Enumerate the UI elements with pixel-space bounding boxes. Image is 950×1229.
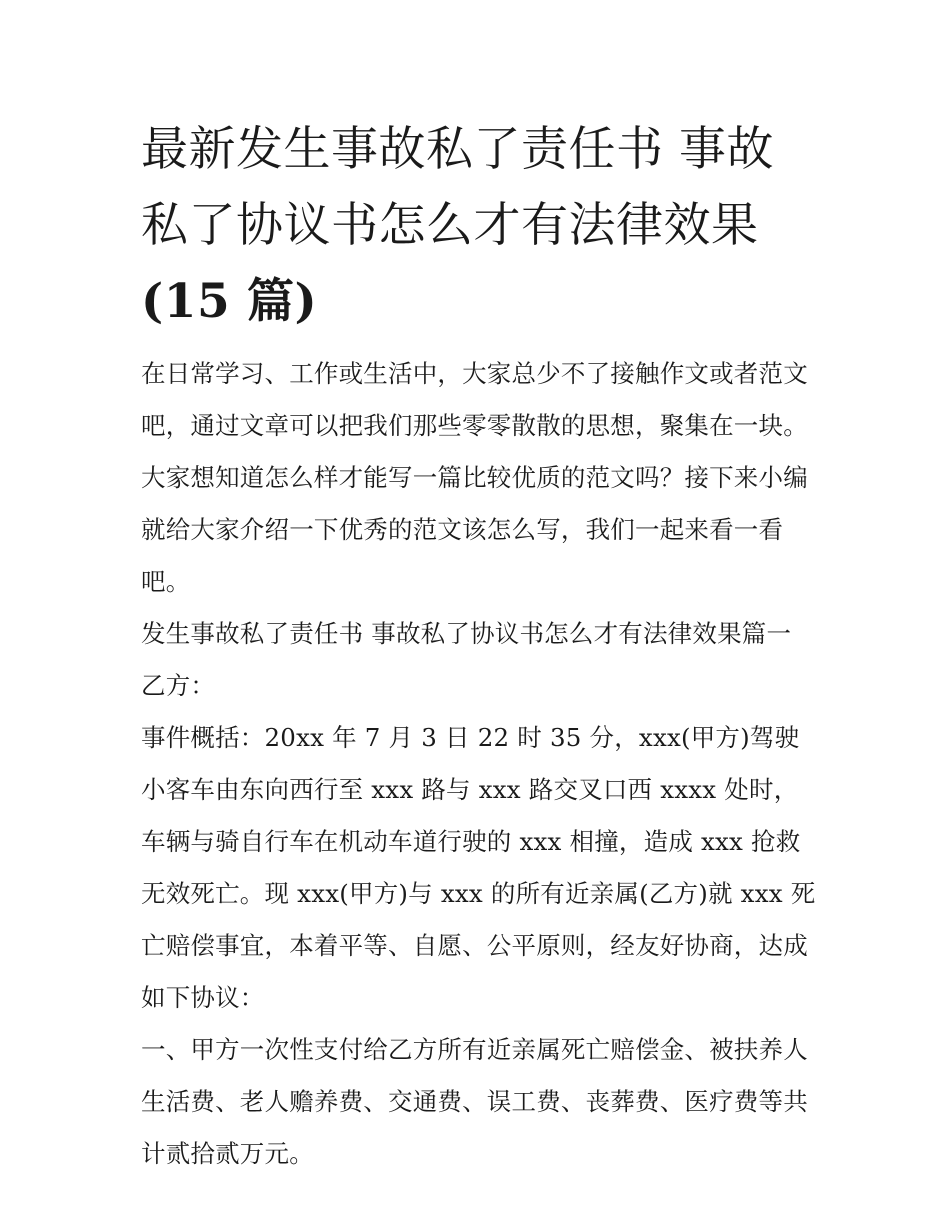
event-summary-paragraph: 事件概括：20xx 年 7 月 3 日 22 时 35 分，xxx(甲方)驾驶小客车由东向西行至 xxx 路与 xxx 路交叉口西 xxxx 处时，车辆与骑自行车在机动车道行驶的 xxx 相撞，造成 xxx 抢救无效死亡。现 xxx(甲方)与 xxx 的所有近亲属(乙方)就 xxx 死亡赔偿事宜，本着平等、自愿、公平原则，经友好协商，达成如下协议： bbox=[141, 723, 816, 1012]
title-count-suffix: 篇) bbox=[230, 274, 318, 329]
intro-paragraph: 在日常学习、工作或生活中，大家总少不了接触作文或者范文吧，通过文章可以把我们那些零零散散的思想，聚集在一块。大家想知道怎么样才能写一篇比较优质的范文吗？接下来小编就给大家介绍一下优秀的范文该怎么写，我们一起来看一看吧。 bbox=[141, 359, 808, 596]
title-line-1: 最新发生事故私了责任书 事故 bbox=[141, 122, 774, 177]
document-title bbox=[141, 112, 821, 340]
clause-1-paragraph: 一、甲方一次性支付给乙方所有近亲属死亡赔偿金、被扶养人生活费、老人赡养费、交通费、误工费、丧葬费、医疗费等共计贰拾贰万元。 bbox=[141, 1035, 808, 1168]
title-count: (15 bbox=[141, 274, 231, 329]
document-body bbox=[141, 112, 821, 1180]
party-b-label: 乙方： bbox=[141, 671, 216, 700]
title-line-2: 私了协议书怎么才有法律效果 bbox=[141, 198, 759, 253]
section-heading: 发生事故私了责任书 事故私了协议书怎么才有法律效果篇一 bbox=[141, 619, 792, 648]
